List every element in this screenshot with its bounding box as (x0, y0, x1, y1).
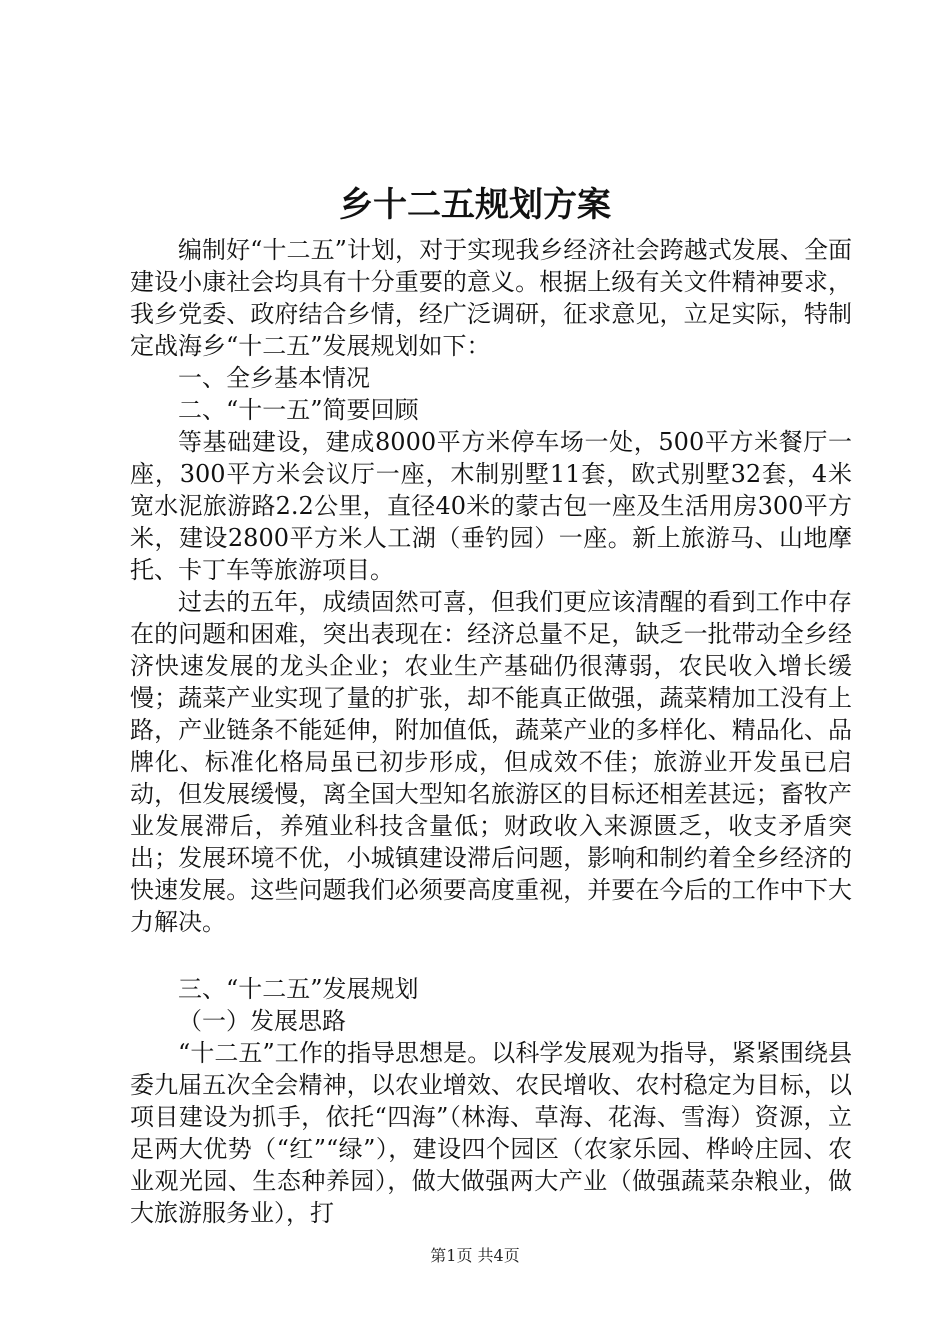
review-paragraph: 等基础建设，建成8000平方米停车场一处，500平方米餐厅一座，300平方米会议厅一座，木制别墅11套，欧式别墅32套，4米宽水泥旅游路2.2公里，直径40米的蒙古包一座及生活用房300平方米，建设2800平方米人工湖（垂钓园）一座。新上旅游马、山地摩托、卡丁车等旅游项目。 (130, 428, 852, 584)
intro-paragraph: 编制好“十二五”计划，对于实现我乡经济社会跨越式发展、全面建设小康社会均具有十分重要的意义。根据上级有关文件精神要求，我乡党委、政府结合乡情，经广泛调研，征求意见，立足实际，特制定战海乡“十二五”发展规划如下： (130, 236, 852, 360)
subsection-heading-ideas: （一）发展思路 (178, 1007, 346, 1035)
section-heading-review: 二、“十一五”简要回顾 (178, 396, 419, 424)
section-heading-basic-situation: 一、全乡基本情况 (178, 364, 370, 392)
problems-paragraph: 过去的五年，成绩固然可喜，但我们更应该清醒的看到工作中存在的问题和困难，突出表现在：经济总量不足，缺乏一批带动全乡经济快速发展的龙头企业；农业生产基础仍很薄弱，农民收入增长缓慢；蔬菜产业实现了量的扩张，却不能真正做强，蔬菜精加工没有上路，产业链条不能延伸，附加值低，蔬菜产业的多样化、精品化、品牌化、标准化格局虽已初步形成，但成效不佳；旅游业开发虽已启动，但发展缓慢，离全国大型知名旅游区的目标还相差甚远；畜牧产业发展滞后，养殖业科技含量低；财政收入来源匮乏，收支矛盾突出；发展环境不优，小城镇建设滞后问题，影响和制约着全乡经济的快速发展。这些问题我们必须要高度重视，并要在今后的工作中下大力解决。 (130, 588, 852, 936)
paragraph-spacer (130, 938, 852, 973)
document-body (130, 234, 852, 1229)
guideline-paragraph: “十二五”工作的指导思想是。以科学发展观为指导，紧紧围绕县委九届五次全会精神，以农业增效、农民增收、农村稳定为目标，以项目建设为抓手，依托“四海”（林海、草海、花海、雪海）资源，立足两大优势（“红”“绿”），建设四个园区（农家乐园、桦岭庄园、农业观光园、生态种养园），做大做强两大产业（做强蔬菜杂粮业，做大旅游服务业），打 (130, 1039, 852, 1227)
section-heading-plan: 三、“十二五”发展规划 (178, 975, 419, 1003)
document-title: 乡十二五规划方案 (339, 185, 611, 225)
page-footer: 第1页 共4页 (430, 1246, 520, 1265)
